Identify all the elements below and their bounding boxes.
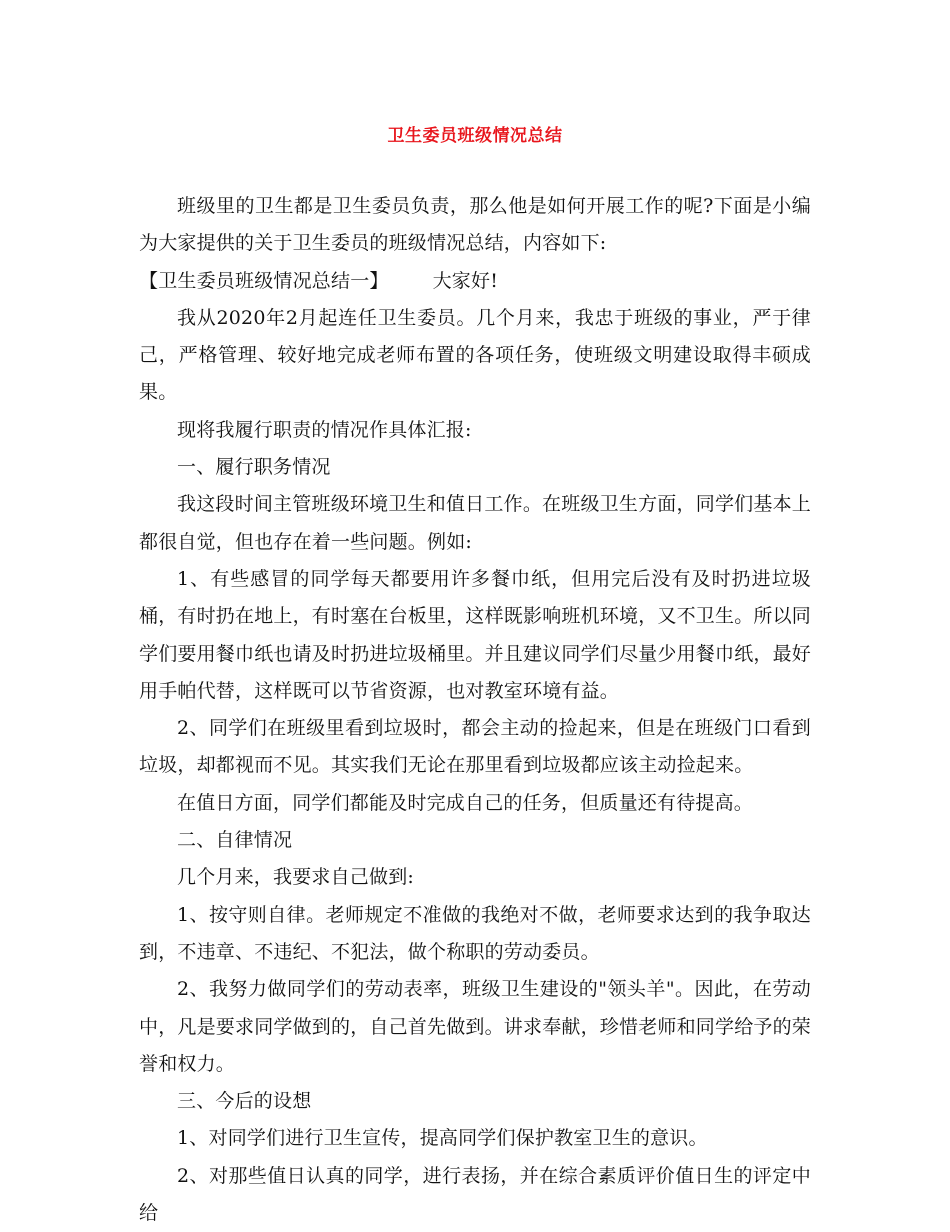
list-item: 1、按守则自律。老师规定不准做的我绝对不做，老师要求达到的我争取达到，不违章、不违纪、不犯法，做个称职的劳动委员。 (139, 903, 811, 963)
body-paragraph: 几个月来，我要求自己做到: (177, 866, 415, 889)
body-paragraph: 现将我履行职责的情况作具体汇报: (177, 418, 472, 441)
list-item: 2、对那些值日认真的同学，进行表扬，并在综合素质评价值日生的评定中给 (139, 1164, 811, 1225)
section-heading: 【卫生委员班级情况总结一】 (139, 269, 389, 292)
document-title: 卫生委员班级情况总结 (387, 126, 563, 146)
list-item: 1、对同学们进行卫生宣传，提高同学们保护教室卫生的意识。 (177, 1127, 708, 1150)
body-paragraph: 我这段时间主管班级环境卫生和值日工作。在班级卫生方面，同学们基本上都很自觉，但也存在着一些问题。例如: (139, 493, 811, 553)
list-item: 2、同学们在班级里看到垃圾时，都会主动的捡起来，但是在班级门口看到垃圾，却都视而不见。其实我们无论在那里看到垃圾都应该主动捡起来。 (139, 717, 811, 777)
section-heading-2: 二、自律情况 (177, 829, 293, 852)
section-heading-1: 一、履行职务情况 (177, 456, 331, 479)
list-item: 2、我努力做同学们的劳动表率，班级卫生建设的"领头羊"。因此，在劳动中，凡是要求同学做到的，自己首先做到。讲求奉献，珍惜老师和同学给予的荣誉和权力。 (139, 978, 812, 1075)
body-paragraph: 在值日方面，同学们都能及时完成自己的任务，但质量还有待提高。 (177, 791, 754, 814)
document-body (139, 188, 811, 1232)
list-item: 1、有些感冒的同学每天都要用许多餐巾纸，但用完后没有及时扔进垃圾桶，有时扔在地上，有时塞在台板里，这样既影响班机环境，又不卫生。所以同学们要用餐巾纸也请及时扔进垃圾桶里。并且建议同学们尽量少用餐巾纸，最好用手帕代替，这样既可以节省资源，也对教室环境有益。 (139, 567, 812, 702)
section-heading-line (139, 263, 811, 300)
intro-paragraph: 班级里的卫生都是卫生委员负责，那么他是如何开展工作的呢?下面是小编为大家提供的关于卫生委员的班级情况总结，内容如下: (139, 195, 811, 255)
greeting: 大家好! (432, 269, 499, 292)
body-paragraph: 我从2020年2月起连任卫生委员。几个月来，我忠于班级的事业，严于律己，严格管理、较好地完成老师布置的各项任务，使班级文明建设取得丰硕成果。 (139, 306, 811, 404)
section-heading-3: 三、今后的设想 (177, 1090, 312, 1113)
